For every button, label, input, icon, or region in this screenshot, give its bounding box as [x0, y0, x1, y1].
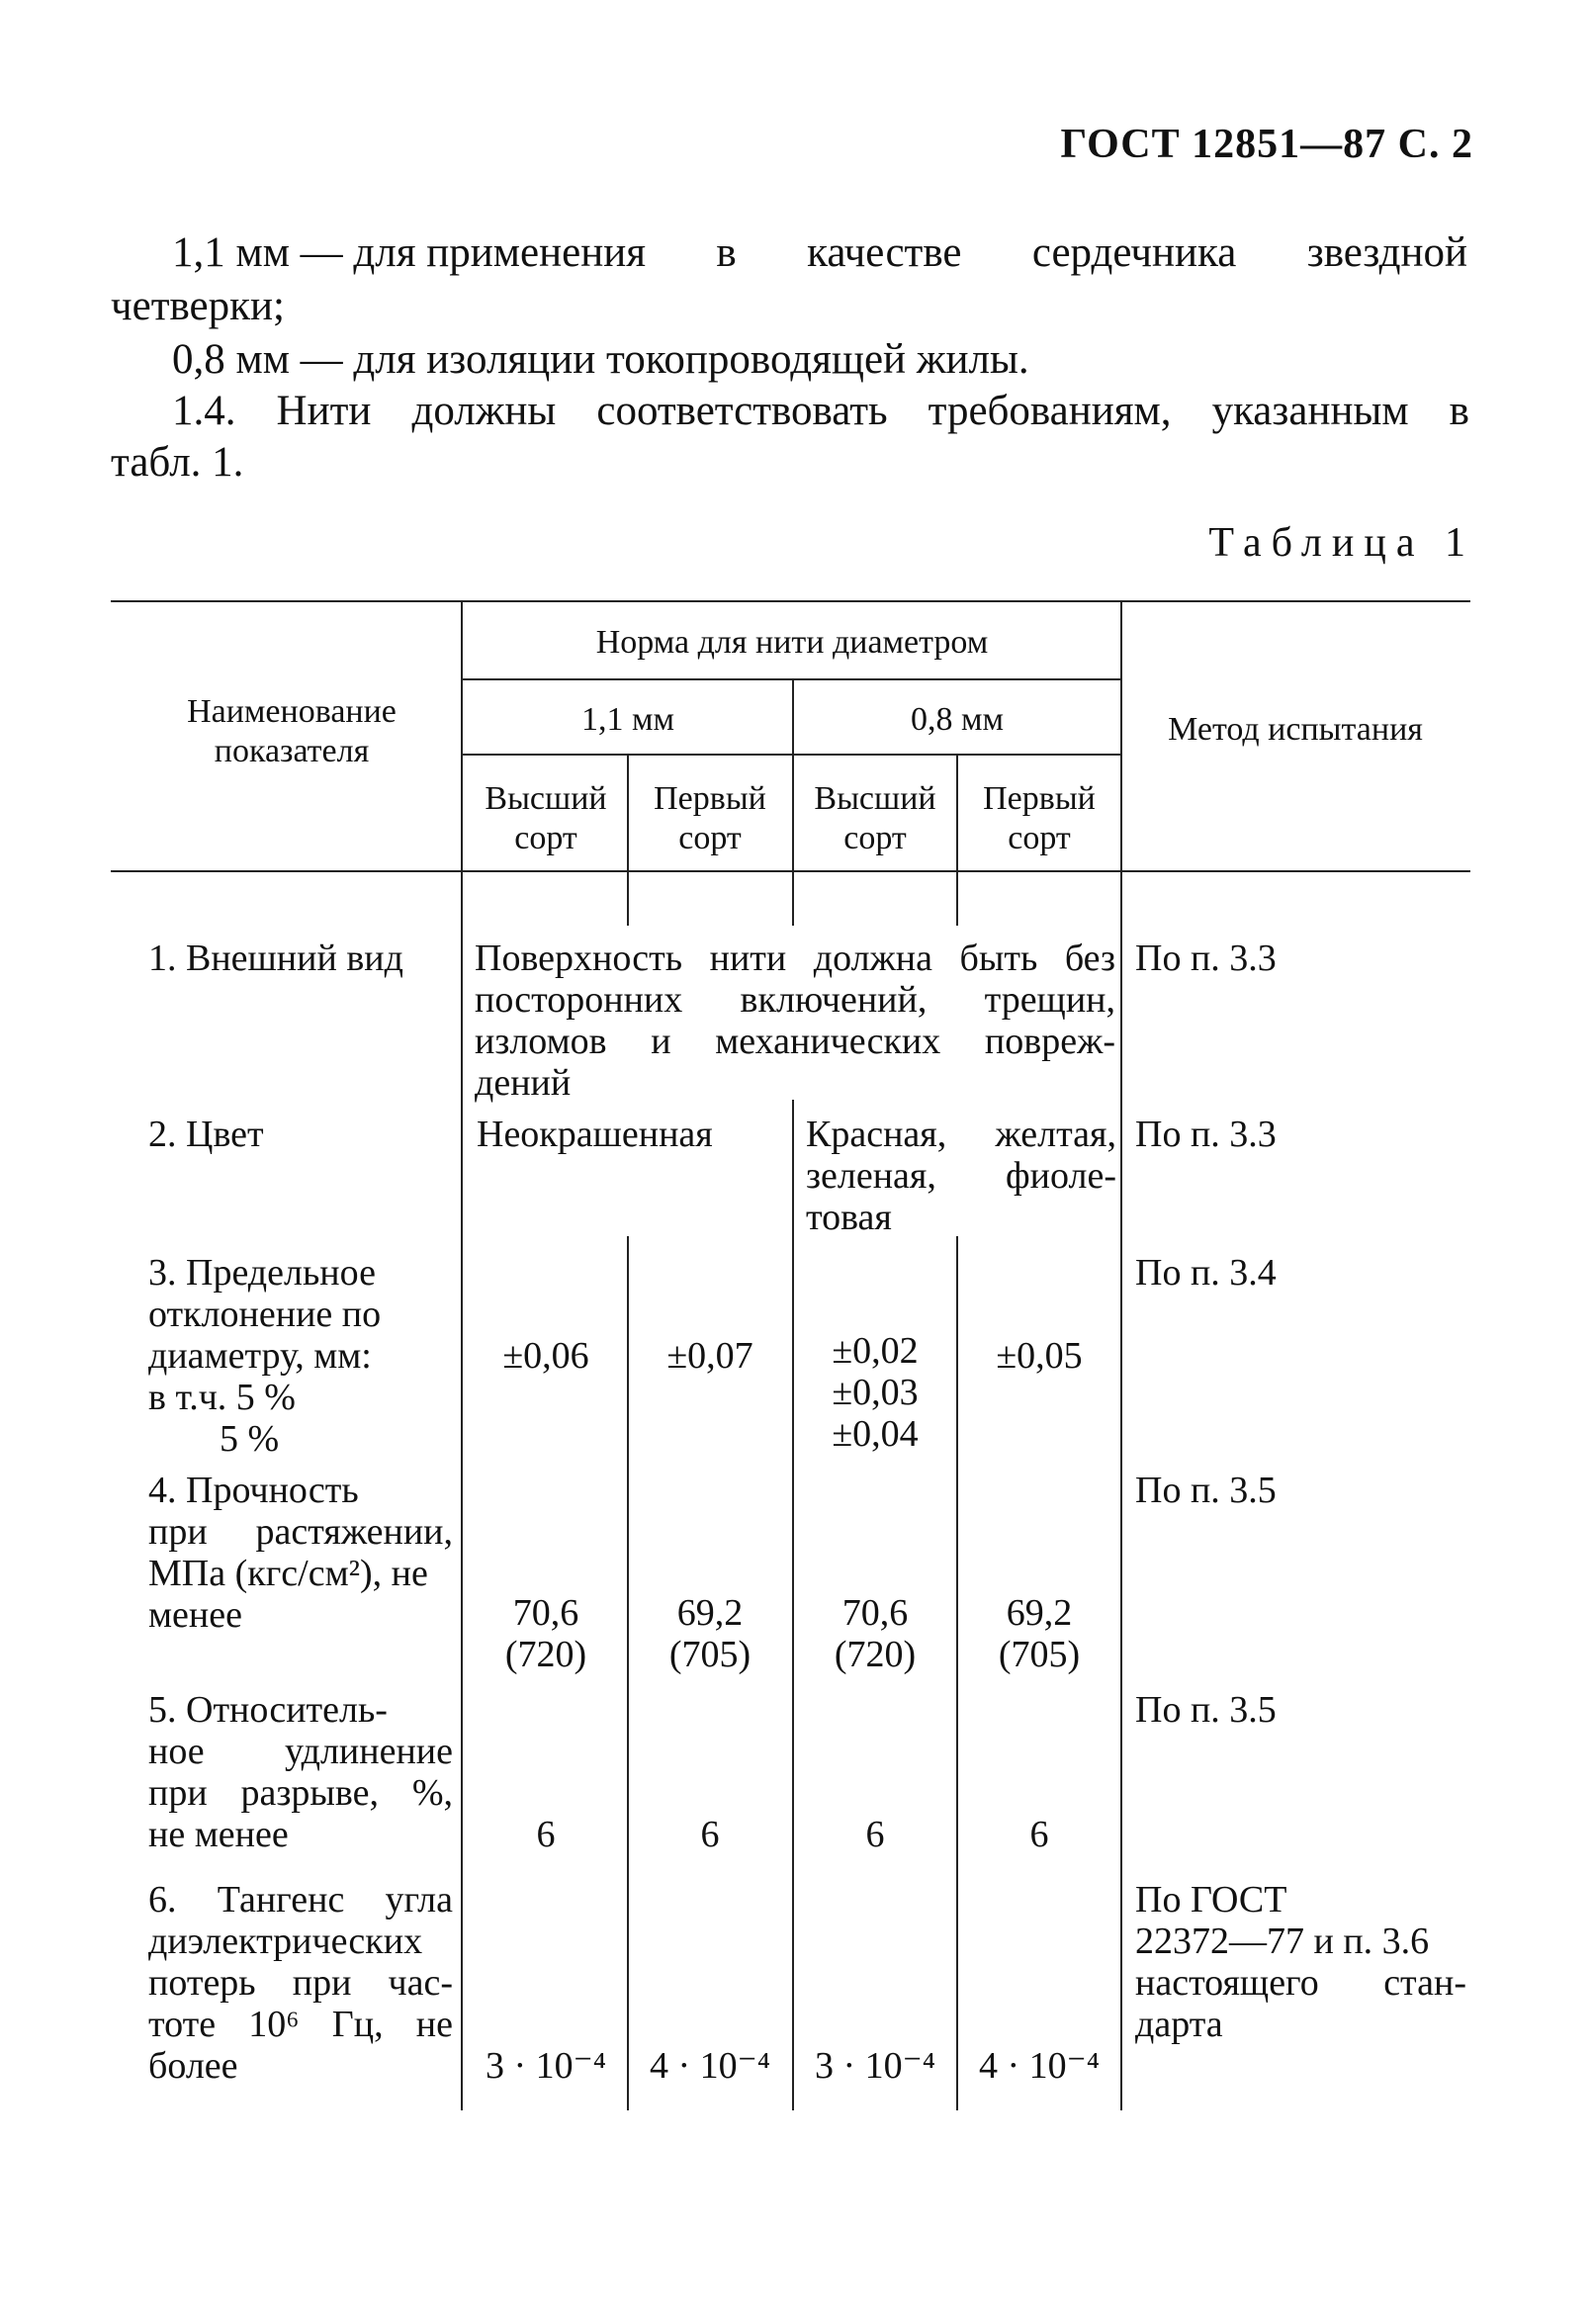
- row-2-method: По п. 3.3: [1135, 1114, 1277, 1155]
- row-2-d2: Красная, желтая, зеленая, фиоле- товая: [806, 1114, 1116, 1238]
- row-3-method: По п. 3.4: [1135, 1252, 1277, 1294]
- row-4-value-2: 69,2 (705): [668, 1592, 752, 1675]
- row-6-value-2: 4 · 10⁻⁴: [650, 2045, 770, 2087]
- row-5-value-1: 6: [536, 1814, 556, 1855]
- header-grade-first-1: Первый сорт: [654, 780, 766, 856]
- row-1-method: По п. 3.3: [1135, 938, 1277, 979]
- row-4-value-4: 69,2 (705): [998, 1592, 1081, 1675]
- row-3-value-1: ±0,06: [502, 1335, 589, 1377]
- header-method: Метод испытания: [1168, 711, 1423, 748]
- row-4-value-1: 70,6 (720): [504, 1592, 587, 1675]
- row-6-value-3: 3 · 10⁻⁴: [815, 2045, 935, 2087]
- row-4-method: По п. 3.5: [1135, 1470, 1277, 1511]
- header-grade-top-1: Высший сорт: [485, 780, 607, 856]
- col-divider-name: [461, 600, 463, 2110]
- table-caption: Таблица 1: [1208, 520, 1475, 566]
- paragraph-1-line-2: четверки;: [111, 283, 285, 329]
- row-5-value-2: 6: [700, 1814, 720, 1855]
- row-6-value-4: 4 · 10⁻⁴: [979, 2045, 1100, 2087]
- header-name: Наименование показателя: [187, 693, 397, 769]
- row-5-value-3: 6: [865, 1814, 885, 1855]
- col-divider-method: [1120, 600, 1122, 2110]
- row-3-value-4: ±0,05: [996, 1335, 1083, 1377]
- row-5-method: По п. 3.5: [1135, 1689, 1277, 1731]
- table-top-rule: [111, 600, 1470, 602]
- paragraph-3-line-1: 1.4. Нити должны соответствовать требованиям, указанным в: [172, 388, 1469, 434]
- header-rule-norm: [462, 678, 1120, 680]
- header-diameter-1: 1,1 мм: [580, 701, 675, 738]
- paragraph-2: 0,8 мм — для изоляции токопроводящей жилы.: [172, 336, 1029, 383]
- header-rule-diameter: [462, 754, 1120, 756]
- row-6-value-1: 3 · 10⁻⁴: [486, 2045, 606, 2087]
- row-6-method: По ГОСТ 22372—77 и п. 3.6 настоящего стан- дарта: [1135, 1879, 1466, 2045]
- header-bottom-rule: [111, 870, 1470, 872]
- row-4-name: 4. Прочность при растяжении, МПа (кгс/см²), не менее: [148, 1470, 453, 1636]
- row-1-norm: Поверхность нити должна быть без посторонних включений, трещин, изломов и механических повреж- дений: [475, 938, 1115, 1104]
- header-grade-first-2: Первый сорт: [983, 780, 1096, 856]
- row-2-name: 2. Цвет: [148, 1114, 264, 1155]
- header-norm: Норма для нити диаметром: [595, 624, 989, 661]
- document-header: ГОСТ 12851—87 С. 2: [1060, 122, 1473, 167]
- row-5-value-4: 6: [1029, 1814, 1049, 1855]
- row-1-name: 1. Внешний вид: [148, 938, 403, 979]
- header-diameter-2: 0,8 мм: [910, 701, 1005, 738]
- row-2-d1: Неокрашенная: [477, 1114, 713, 1155]
- row-5-name: 5. Относитель- ное удлинение при разрыве, %, не менее: [148, 1689, 453, 1855]
- row-6-name: 6. Тангенс угла диэлектрических потерь при час- тоте 10⁶ Гц, не более: [148, 1879, 453, 2087]
- row-3-value-3: ±0,02 ±0,03 ±0,04: [832, 1330, 919, 1455]
- header-grade-top-2: Высший сорт: [814, 780, 936, 856]
- paragraph-3-line-2: табл. 1.: [111, 439, 244, 486]
- row-3-value-2: ±0,07: [666, 1335, 753, 1377]
- paragraph-1-line-1: 1,1 мм — для применения в качестве сердечника звездной: [172, 229, 1467, 276]
- row-4-value-3: 70,6 (720): [834, 1592, 917, 1675]
- row-3-name: 3. Предельное отклонение по диаметру, мм: в т.ч. 5 % 5 %: [148, 1252, 382, 1460]
